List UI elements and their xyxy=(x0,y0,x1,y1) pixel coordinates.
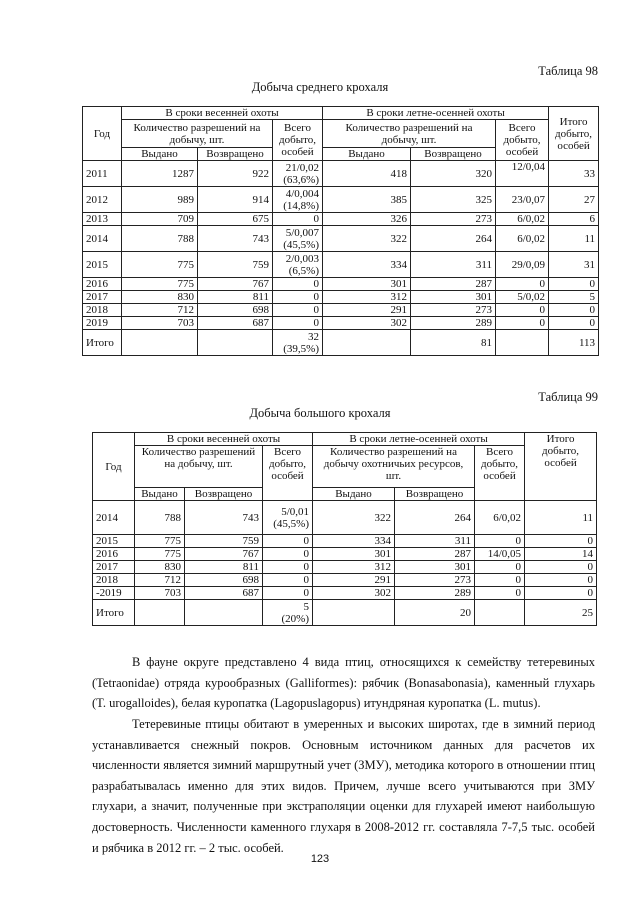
table-row xyxy=(93,548,597,561)
autumn-returned-cell: 289 xyxy=(395,587,475,600)
total-row-total: 113 xyxy=(549,330,599,356)
year-cell: 2017 xyxy=(93,561,135,574)
spring-total-cell: 0 xyxy=(273,317,323,330)
spring-issued-cell: 703 xyxy=(122,317,198,330)
spring-issued-cell: 830 xyxy=(122,291,198,304)
table-row xyxy=(83,187,599,213)
autumn-returned-cell: 287 xyxy=(395,548,475,561)
table99 xyxy=(92,432,597,626)
autumn-returned-cell: 325 xyxy=(411,187,496,213)
spring-total-cell: 5/0,007 (45,5%) xyxy=(273,226,323,252)
spring-total-cell: 21/0,02 (63,6%) xyxy=(273,161,323,187)
header-autumn: В сроки летне-осенней охоты xyxy=(323,107,549,120)
spring-total-cell: 0 xyxy=(273,304,323,317)
total-cell: 5 xyxy=(549,291,599,304)
spring-returned-cell: 698 xyxy=(185,574,263,587)
year-cell: 2011 xyxy=(83,161,122,187)
spring-returned-cell: 914 xyxy=(198,187,273,213)
total-cell: 31 xyxy=(549,252,599,278)
spring-issued-cell: 712 xyxy=(122,304,198,317)
spring-total-cell: 0 xyxy=(263,574,313,587)
table99-title: Добыча большого крохаля xyxy=(249,406,391,420)
header-returned: Возвращено xyxy=(198,148,273,161)
autumn-issued-cell: 334 xyxy=(323,252,411,278)
spring-returned-cell: 759 xyxy=(185,535,263,548)
spring-returned-cell: 811 xyxy=(185,561,263,574)
spring-issued-cell: 775 xyxy=(135,548,185,561)
year-cell: -2019 xyxy=(93,587,135,600)
year-cell: 2017 xyxy=(83,291,122,304)
autumn-total-cell: 5/0,02 xyxy=(496,291,549,304)
table-row xyxy=(83,278,599,291)
total-cell: 11 xyxy=(525,501,597,535)
autumn-total-cell: 14/0,05 xyxy=(475,548,525,561)
year-cell: 2015 xyxy=(83,252,122,278)
spring-returned-cell: 698 xyxy=(198,304,273,317)
header-returned: Возвращено xyxy=(395,488,475,501)
total-cell: 0 xyxy=(549,278,599,291)
header-issued: Выдано xyxy=(323,148,411,161)
header-permits-spring: Количество разрешений на добычу, шт. xyxy=(135,446,263,488)
spring-total-cell: 0 xyxy=(273,278,323,291)
spring-issued-cell: 788 xyxy=(135,501,185,535)
spring-total-cell: 0 xyxy=(263,548,313,561)
table-row xyxy=(83,291,599,304)
header-year: Год xyxy=(93,433,135,501)
spring-issued-cell: 775 xyxy=(122,252,198,278)
year-cell: 2016 xyxy=(93,548,135,561)
spring-returned-cell: 767 xyxy=(185,548,263,561)
autumn-total-cell: 0 xyxy=(496,304,549,317)
autumn-returned-cell: 320 xyxy=(411,161,496,187)
autumn-issued-cell: 302 xyxy=(313,587,395,600)
autumn-issued-cell: 302 xyxy=(323,317,411,330)
spring-returned-cell: 675 xyxy=(198,213,273,226)
autumn-issued-cell: 312 xyxy=(313,561,395,574)
autumn-returned-cell: 273 xyxy=(411,304,496,317)
header-issued: Выдано xyxy=(135,488,185,501)
total-row-autumn: 20 xyxy=(395,600,475,626)
table-row xyxy=(83,252,599,278)
autumn-issued-cell: 322 xyxy=(313,501,395,535)
total-row-autumn: 81 xyxy=(411,330,496,356)
spring-total-cell: 5/0,01 (45,5%) xyxy=(263,501,313,535)
year-cell: 2015 xyxy=(93,535,135,548)
total-cell: 0 xyxy=(549,317,599,330)
spring-issued-cell: 788 xyxy=(122,226,198,252)
total-row-total: 25 xyxy=(525,600,597,626)
header-total-autumn: Всего добыто, особей xyxy=(496,120,549,161)
autumn-total-cell: 6/0,02 xyxy=(475,501,525,535)
autumn-issued-cell: 385 xyxy=(323,187,411,213)
header-issued: Выдано xyxy=(313,488,395,501)
autumn-returned-cell: 273 xyxy=(411,213,496,226)
header-spring: В сроки весенней охоты xyxy=(122,107,323,120)
table98-title: Добыча среднего крохаля xyxy=(251,80,389,94)
autumn-total-cell: 0 xyxy=(496,317,549,330)
header-returned: Возвращено xyxy=(411,148,496,161)
header-permits-autumn: Количество разрешений на добычу охотничьих ресурсов, шт. xyxy=(313,446,475,488)
autumn-total-cell: 0 xyxy=(475,561,525,574)
autumn-issued-cell: 326 xyxy=(323,213,411,226)
spring-total-cell: 4/0,004 (14,8%) xyxy=(273,187,323,213)
year-cell: 2018 xyxy=(83,304,122,317)
paragraph-2: Тетеревиные птицы обитают в умеренных и высоких широтах, где в зимний период устанавливается снежный покров. Основным источником данных для расчетов их численности является зимний маршрутный учет (ЗМУ), методика которого в отношении птиц разрабатывалась именно для этих видов. Причем, лучше всего учитываются при ЗМУ глухари, а значит, полученные при экстраполяции оценки для глухарей имеют наибольшую достоверность. Численности каменного глухаря в 2008-2012 гг. составляла 7-7,5 тыс. особей и рябчика в 2012 гг. – 2 тыс. особей. xyxy=(92,717,595,855)
autumn-total-cell: 6/0,02 xyxy=(496,213,549,226)
header-total-spring: Всего добыто, особей xyxy=(273,120,323,161)
spring-issued-cell: 703 xyxy=(135,587,185,600)
table-row xyxy=(93,587,597,600)
autumn-issued-cell: 291 xyxy=(323,304,411,317)
autumn-issued-cell: 291 xyxy=(313,574,395,587)
total-cell: 14 xyxy=(525,548,597,561)
autumn-issued-cell: 312 xyxy=(323,291,411,304)
table-row xyxy=(83,226,599,252)
year-cell: 2019 xyxy=(83,317,122,330)
total-cell: 6 xyxy=(549,213,599,226)
total-cell: 0 xyxy=(525,574,597,587)
autumn-total-cell: 12/0,04 xyxy=(496,161,549,187)
year-cell: 2014 xyxy=(93,501,135,535)
header-total-spring: Всего добыто, особей xyxy=(263,446,313,501)
total-cell: 0 xyxy=(549,304,599,317)
table98 xyxy=(82,106,599,356)
autumn-total-cell: 0 xyxy=(475,587,525,600)
autumn-returned-cell: 311 xyxy=(411,252,496,278)
total-row-label: Итого xyxy=(93,600,135,626)
spring-total-cell: 0 xyxy=(273,213,323,226)
header-issued: Выдано xyxy=(122,148,198,161)
header-spring: В сроки весенней охоты xyxy=(135,433,313,446)
spring-returned-cell: 922 xyxy=(198,161,273,187)
autumn-total-cell: 23/0,07 xyxy=(496,187,549,213)
table98-label: Таблица 98 xyxy=(538,64,598,78)
header-year: Год xyxy=(83,107,122,161)
spring-returned-cell: 759 xyxy=(198,252,273,278)
table-row xyxy=(83,161,599,187)
autumn-returned-cell: 311 xyxy=(395,535,475,548)
spring-issued-cell: 709 xyxy=(122,213,198,226)
header-total-taken: Итого добыто, особей xyxy=(525,433,597,501)
spring-total-cell: 0 xyxy=(263,561,313,574)
autumn-issued-cell: 418 xyxy=(323,161,411,187)
spring-returned-cell: 767 xyxy=(198,278,273,291)
header-returned: Возвращено xyxy=(185,488,263,501)
autumn-issued-cell: 301 xyxy=(323,278,411,291)
header-autumn: В сроки летне-осенней охоты xyxy=(313,433,525,446)
year-cell: 2014 xyxy=(83,226,122,252)
autumn-total-cell: 0 xyxy=(475,535,525,548)
spring-total-cell: 0 xyxy=(263,535,313,548)
total-cell: 33 xyxy=(549,161,599,187)
spring-returned-cell: 687 xyxy=(198,317,273,330)
autumn-returned-cell: 287 xyxy=(411,278,496,291)
autumn-total-cell: 0 xyxy=(475,574,525,587)
table-row xyxy=(93,535,597,548)
total-cell: 0 xyxy=(525,561,597,574)
spring-issued-cell: 775 xyxy=(135,535,185,548)
header-total-taken: Итого добыто, особей xyxy=(549,107,599,161)
spring-issued-cell: 830 xyxy=(135,561,185,574)
spring-returned-cell: 743 xyxy=(198,226,273,252)
spring-returned-cell: 743 xyxy=(185,501,263,535)
autumn-total-cell: 0 xyxy=(496,278,549,291)
autumn-issued-cell: 334 xyxy=(313,535,395,548)
year-cell: 2018 xyxy=(93,574,135,587)
autumn-returned-cell: 273 xyxy=(395,574,475,587)
total-cell: 0 xyxy=(525,535,597,548)
header-permits-spring: Количество разрешений на добычу, шт. xyxy=(122,120,273,148)
table-row xyxy=(83,317,599,330)
total-cell: 27 xyxy=(549,187,599,213)
autumn-total-cell: 29/0,09 xyxy=(496,252,549,278)
table99-label: Таблица 99 xyxy=(538,390,598,404)
year-cell: 2012 xyxy=(83,187,122,213)
spring-issued-cell: 712 xyxy=(135,574,185,587)
paragraph-1: В фауне округе представлено 4 вида птиц, относящихся к семейству тетеревиных (Tetraonidae) отряда курообразных (Galliformes): рябчик (Bonasabonasia), каменный глухарь (T. urogalloides), белая куропатка (Lagopuslagopus) итундряная куропатка (L. mutus). xyxy=(92,655,595,711)
header-permits-autumn: Количество разрешений на добычу, шт. xyxy=(323,120,496,148)
total-row-spring: 32 (39,5%) xyxy=(273,330,323,356)
page-number: 123 xyxy=(310,853,330,865)
autumn-returned-cell: 301 xyxy=(411,291,496,304)
year-cell: 2016 xyxy=(83,278,122,291)
spring-issued-cell: 775 xyxy=(122,278,198,291)
spring-issued-cell: 1287 xyxy=(122,161,198,187)
total-cell: 11 xyxy=(549,226,599,252)
total-row-label: Итого xyxy=(83,330,122,356)
spring-total-cell: 2/0,003 (6,5%) xyxy=(273,252,323,278)
table-row xyxy=(93,574,597,587)
table-row xyxy=(83,213,599,226)
spring-total-cell: 0 xyxy=(273,291,323,304)
spring-returned-cell: 811 xyxy=(198,291,273,304)
spring-total-cell: 0 xyxy=(263,587,313,600)
total-row-spring: 5 (20%) xyxy=(263,600,313,626)
autumn-returned-cell: 264 xyxy=(395,501,475,535)
autumn-returned-cell: 264 xyxy=(411,226,496,252)
autumn-total-cell: 6/0,02 xyxy=(496,226,549,252)
table-row xyxy=(83,304,599,317)
autumn-returned-cell: 289 xyxy=(411,317,496,330)
autumn-returned-cell: 301 xyxy=(395,561,475,574)
total-cell: 0 xyxy=(525,587,597,600)
autumn-issued-cell: 322 xyxy=(323,226,411,252)
table-row xyxy=(93,561,597,574)
table-row xyxy=(93,501,597,535)
year-cell: 2013 xyxy=(83,213,122,226)
autumn-issued-cell: 301 xyxy=(313,548,395,561)
header-total-autumn: Всего добыто, особей xyxy=(475,446,525,501)
spring-returned-cell: 687 xyxy=(185,587,263,600)
spring-issued-cell: 989 xyxy=(122,187,198,213)
